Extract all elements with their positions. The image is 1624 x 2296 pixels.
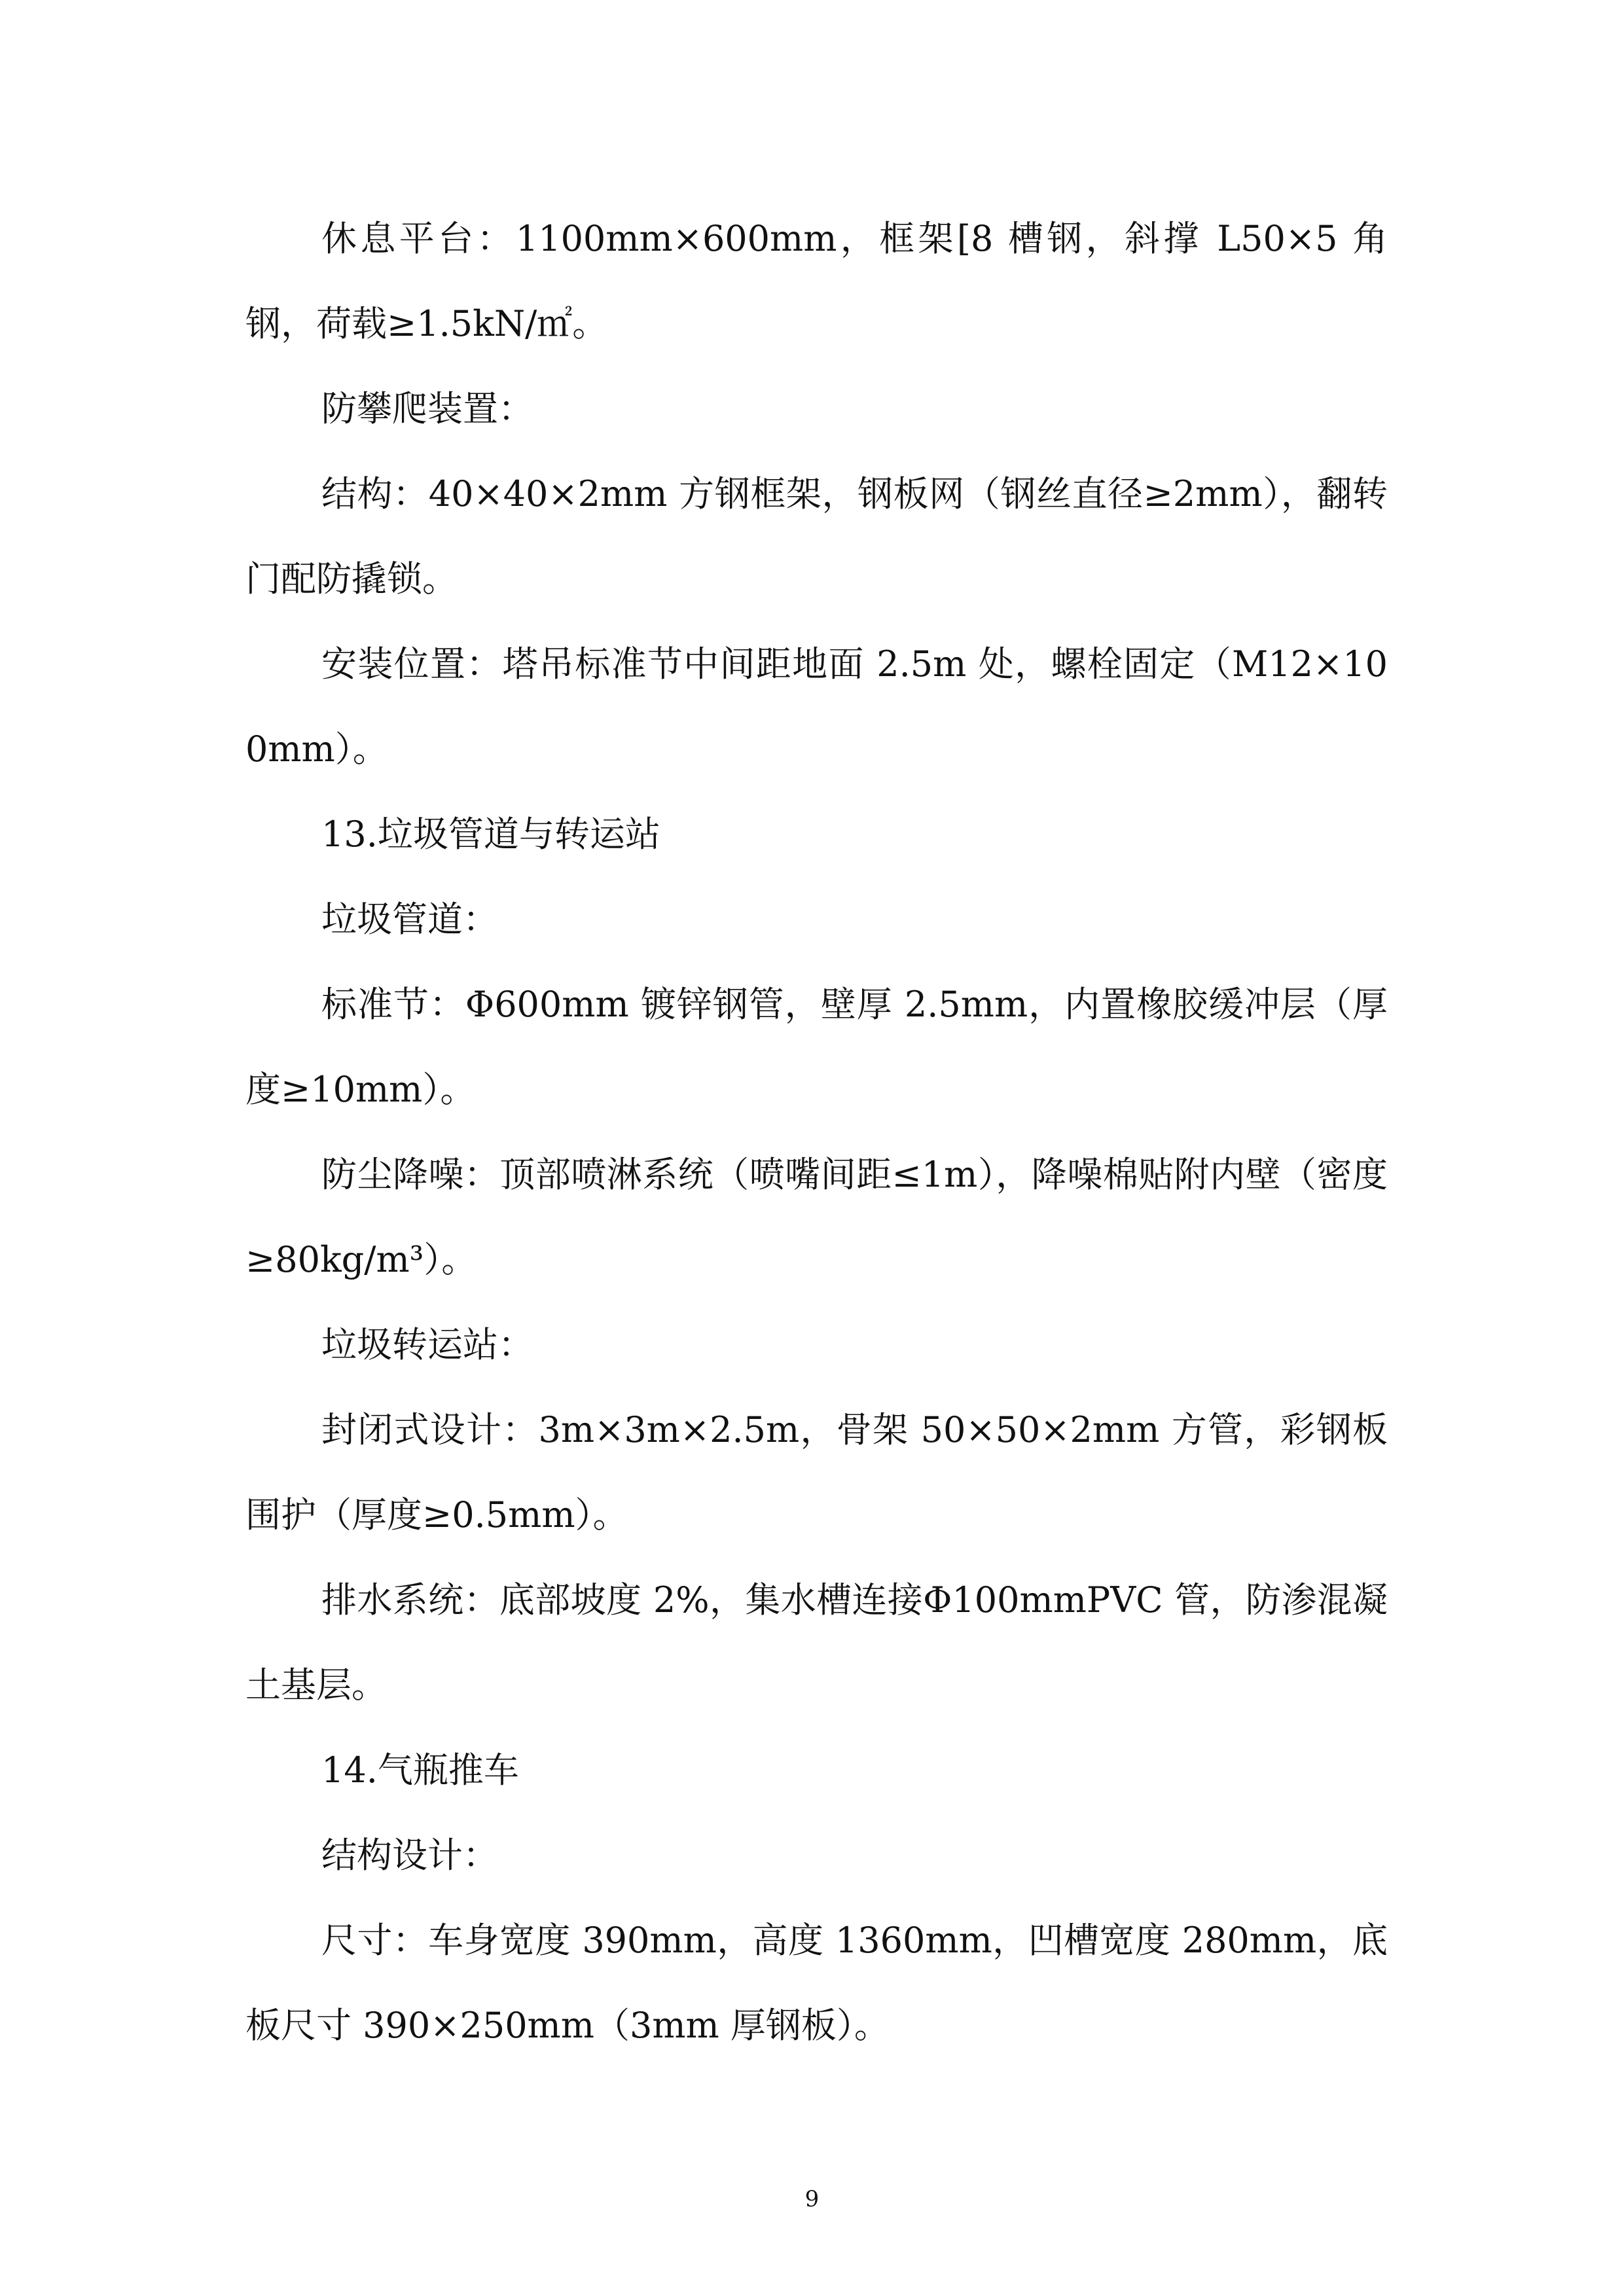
paragraph-standard-section: 标准节：Φ600mm 镀锌钢管，壁厚 2.5mm，内置橡胶缓冲层（厚度≥10mm）。: [245, 984, 1388, 1110]
paragraph-enclosed-design: 封闭式设计：3m×3m×2.5m，骨架 50×50×2mm 方管，彩钢板围护（厚度≥0.5mm）。: [245, 1409, 1388, 1535]
page-number: 9: [804, 2186, 820, 2212]
section-heading-14: 14.气瓶推车: [321, 1749, 519, 1791]
document-body: [245, 196, 1388, 2068]
paragraph-dust-noise: 防尘降噪：顶部喷淋系统（喷嘴间距≤1m），降噪棉贴附内壁（密度≥80kg/m³）。: [245, 1154, 1388, 1280]
paragraph-structure-design-heading: 结构设计：: [321, 1835, 498, 1876]
paragraph-drainage: 排水系统：底部坡度 2%，集水槽连接Φ100mmPVC 管，防渗混凝土基层。: [245, 1579, 1388, 1706]
paragraph-anti-climb-structure: 结构：40×40×2mm 方钢框架，钢板网（钢丝直径≥2mm），翻转门配防撬锁。: [245, 473, 1388, 600]
paragraph-dimensions: 尺寸：车身宽度 390mm，高度 1360mm，凹槽宽度 280mm，底板尺寸 390×250mm（3mm 厚钢板）。: [245, 1920, 1388, 2046]
paragraph-transfer-station-heading: 垃圾转运站：: [321, 1324, 533, 1365]
paragraph-garbage-chute-heading: 垃圾管道：: [321, 899, 498, 940]
paragraph-anti-climb-heading: 防攀爬装置：: [321, 388, 533, 429]
paragraph-anti-climb-installation: 安装位置：塔吊标准节中间距地面 2.5m 处，螺栓固定（M12×100mm）。: [245, 643, 1388, 770]
section-heading-13: 13.垃圾管道与转运站: [321, 814, 660, 855]
paragraph-rest-platform: 休息平台：1100mm×600mm，框架[8 槽钢，斜撑 L50×5 角钢，荷载≥1.5kN/㎡。: [245, 218, 1388, 344]
